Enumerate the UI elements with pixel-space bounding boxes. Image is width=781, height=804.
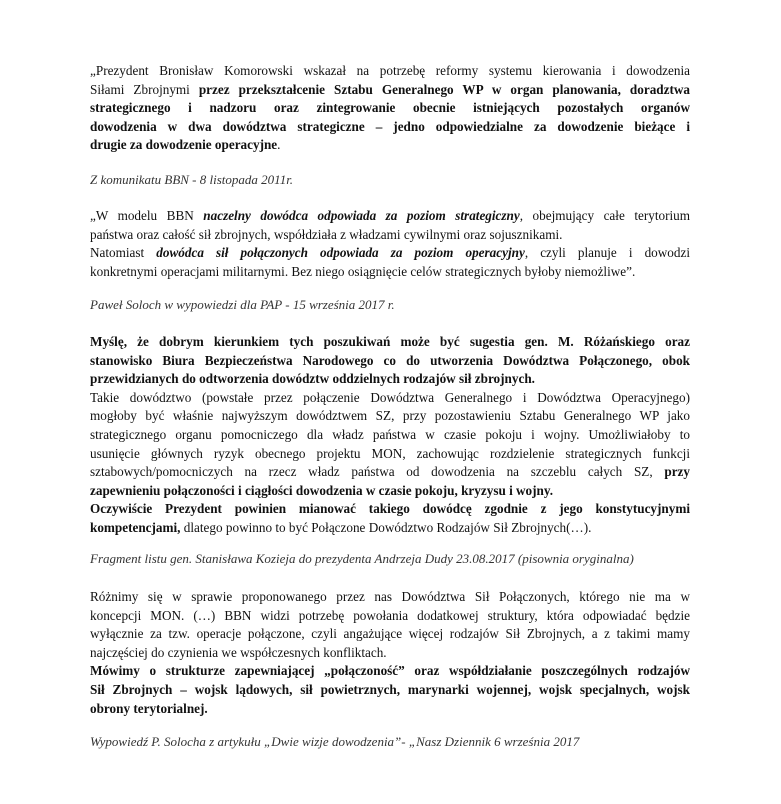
bold-run: przewidzianych do odtworzenia dowództw oddzielnych rodzajów sił zbrojnych. (90, 371, 535, 387)
caption-nasz-dziennik: Wypowiedź P. Solocha z artykułu „Dwie wizje dowodzenia”- „Nasz Dziennik 6 września 2017 (90, 734, 580, 749)
bold-run: Mówimy o strukturze zapewniającej „połączoność” oraz współdziałanie poszczególnych rodzajów (90, 663, 690, 679)
text-line (90, 426, 690, 445)
text-line (90, 625, 690, 644)
bold-run: Myślę, że dobrym kierunkiem tych poszukiwań może być sugestia gen. M. Różańskiego oraz (90, 334, 690, 349)
text-run: wyłącznie za tzw. operacje połączone, czyli angażujące więcej rodzajów Sił Zbrojnych, a z takimi mamy (90, 626, 690, 642)
text-line (90, 500, 690, 519)
quote-koziej-letter (90, 333, 690, 538)
text-line (90, 62, 690, 81)
text-run: Natomiast (90, 245, 157, 261)
text-run: najczęściej do czynienia we współczesnych konfliktach. (90, 644, 387, 660)
text-line (90, 118, 690, 137)
bold-run: kompetencjami, (90, 519, 181, 535)
bold-run: obrony terytorialnej. (90, 700, 208, 716)
bold-run: dowodzenia w dwa dowództwa strategiczne – jedno odpowiedzialne za dowodzenie bieżące i (90, 118, 690, 134)
text-line (90, 99, 690, 118)
text-line (90, 136, 690, 155)
bold-run: przez przekształcenie Sztabu Generalnego WP w organ planowania, doradztwa (198, 81, 690, 97)
bold-run: strategicznego i nadzoru oraz zintegrowanie obecnie istniejących pozostałych organów (90, 100, 690, 116)
text-run: , obejmujący całe terytorium (519, 208, 690, 223)
text-line (90, 207, 690, 226)
text-line (90, 588, 690, 607)
text-line (90, 263, 690, 282)
text-run: usunięcie głównych ryzyk obecnego projektu MON, zachowując rozdzielenie strategicznych funkcji (90, 445, 690, 461)
text-run: „W modelu BBN (90, 208, 204, 223)
text-run: Różnimy się w sprawie proponowanego przez nas Dowództwa Sił Połączonych, którego nie ma w (90, 589, 690, 604)
text-run: dlatego powinno to być Połączone Dowództwo Rodzajów Sił Zbrojnych(…). (180, 519, 592, 535)
caption-bbn-2011: Z komunikatu BBN - 8 listopada 2011r. (90, 172, 294, 187)
bold-run: Oczywiście Prezydent powinien mianować takiego dowódcę zgodnie z jego konstytucyjnymi (90, 501, 690, 517)
text-run: strategicznego organu pomocniczego dla władz państwa w czasie pokoju i wojny. Umożliwiałoby to (90, 426, 690, 442)
text-line (90, 244, 690, 263)
caption-koziej-2017: Fragment listu gen. Stanisława Kozieja do prezydenta Andrzeja Dudy 23.08.2017 (pisownia oryginalna) (90, 551, 634, 566)
text-line (90, 226, 690, 245)
quote-bbn-model (90, 207, 690, 281)
text-line (90, 445, 690, 464)
bold-run: Sił Zbrojnych – wojsk lądowych, sił powietrznych, marynarki wojennej, wojsk specjalnych, wojsk (90, 681, 690, 697)
text-line (90, 370, 690, 389)
text-line (90, 463, 690, 482)
text-run: państwa oraz całość sił zbrojnych, współdziała z władzami cywilnymi oraz sojusznikami. (90, 226, 563, 242)
text-line (90, 607, 690, 626)
text-line (90, 482, 690, 501)
text-line (90, 389, 690, 408)
text-line (90, 662, 690, 681)
text-run: sztabowych/pomocniczych na rzecz władz państwa od dowodzenia na szczeblu całych SZ, (90, 464, 665, 480)
bold-run: zapewnieniu połączoności i ciągłości dowodzenia w czasie pokoju, kryzysu i wojny. (90, 482, 554, 498)
text-line (90, 700, 690, 719)
bold-run: przy (664, 464, 690, 480)
text-run: , czyli planuje i dowodzi (524, 245, 690, 261)
quote-soloch-nd (90, 588, 690, 718)
text-run: Siłami Zbrojnymi (90, 81, 199, 97)
text-line (90, 407, 690, 426)
text-run: Takie dowództwo (powstałe przez połączenie Dowództwa Generalnego i Dowództwa Operacyjnego) (90, 389, 690, 405)
quote-komorowski (90, 62, 690, 155)
text-line (90, 333, 690, 352)
text-line (90, 352, 690, 371)
text-run: „Prezydent Bronisław Komorowski wskazał na potrzebę reformy systemu kierowania i dowodzenia (90, 63, 690, 78)
text-line (90, 519, 690, 538)
text-run: konkretnymi operacjami militarnymi. Bez niego osiągnięcie celów strategicznych byłoby niemożliwe”. (90, 263, 636, 279)
text-run: koncepcji MON. (…) BBN widzi potrzebę powołania dodatkowej struktury, która odpowiadać będzie (90, 607, 690, 623)
bold-run: stanowisko Biura Bezpieczeństwa Narodowego co do utworzenia Dowództwa Połączonego, obok (90, 352, 690, 368)
text-run: . (277, 137, 281, 153)
text-line (90, 81, 690, 100)
bold-italic-run: dowódca sił połączonych odpowiada za poziom operacyjny (156, 245, 525, 261)
text-line (90, 644, 690, 663)
bold-italic-run: naczelny dowódca odpowiada za poziom strategiczny (203, 208, 520, 223)
caption-soloch-pap: Paweł Soloch w wypowiedzi dla PAP - 15 września 2017 r. (90, 297, 395, 312)
text-line (90, 681, 690, 700)
bold-run: drugie za dowodzenie operacyjne (90, 137, 278, 153)
text-run: mogłoby być właśnie najwyższym dowództwem SZ, przy pozostawieniu Sztabu Generalnego WP jako (90, 408, 690, 424)
